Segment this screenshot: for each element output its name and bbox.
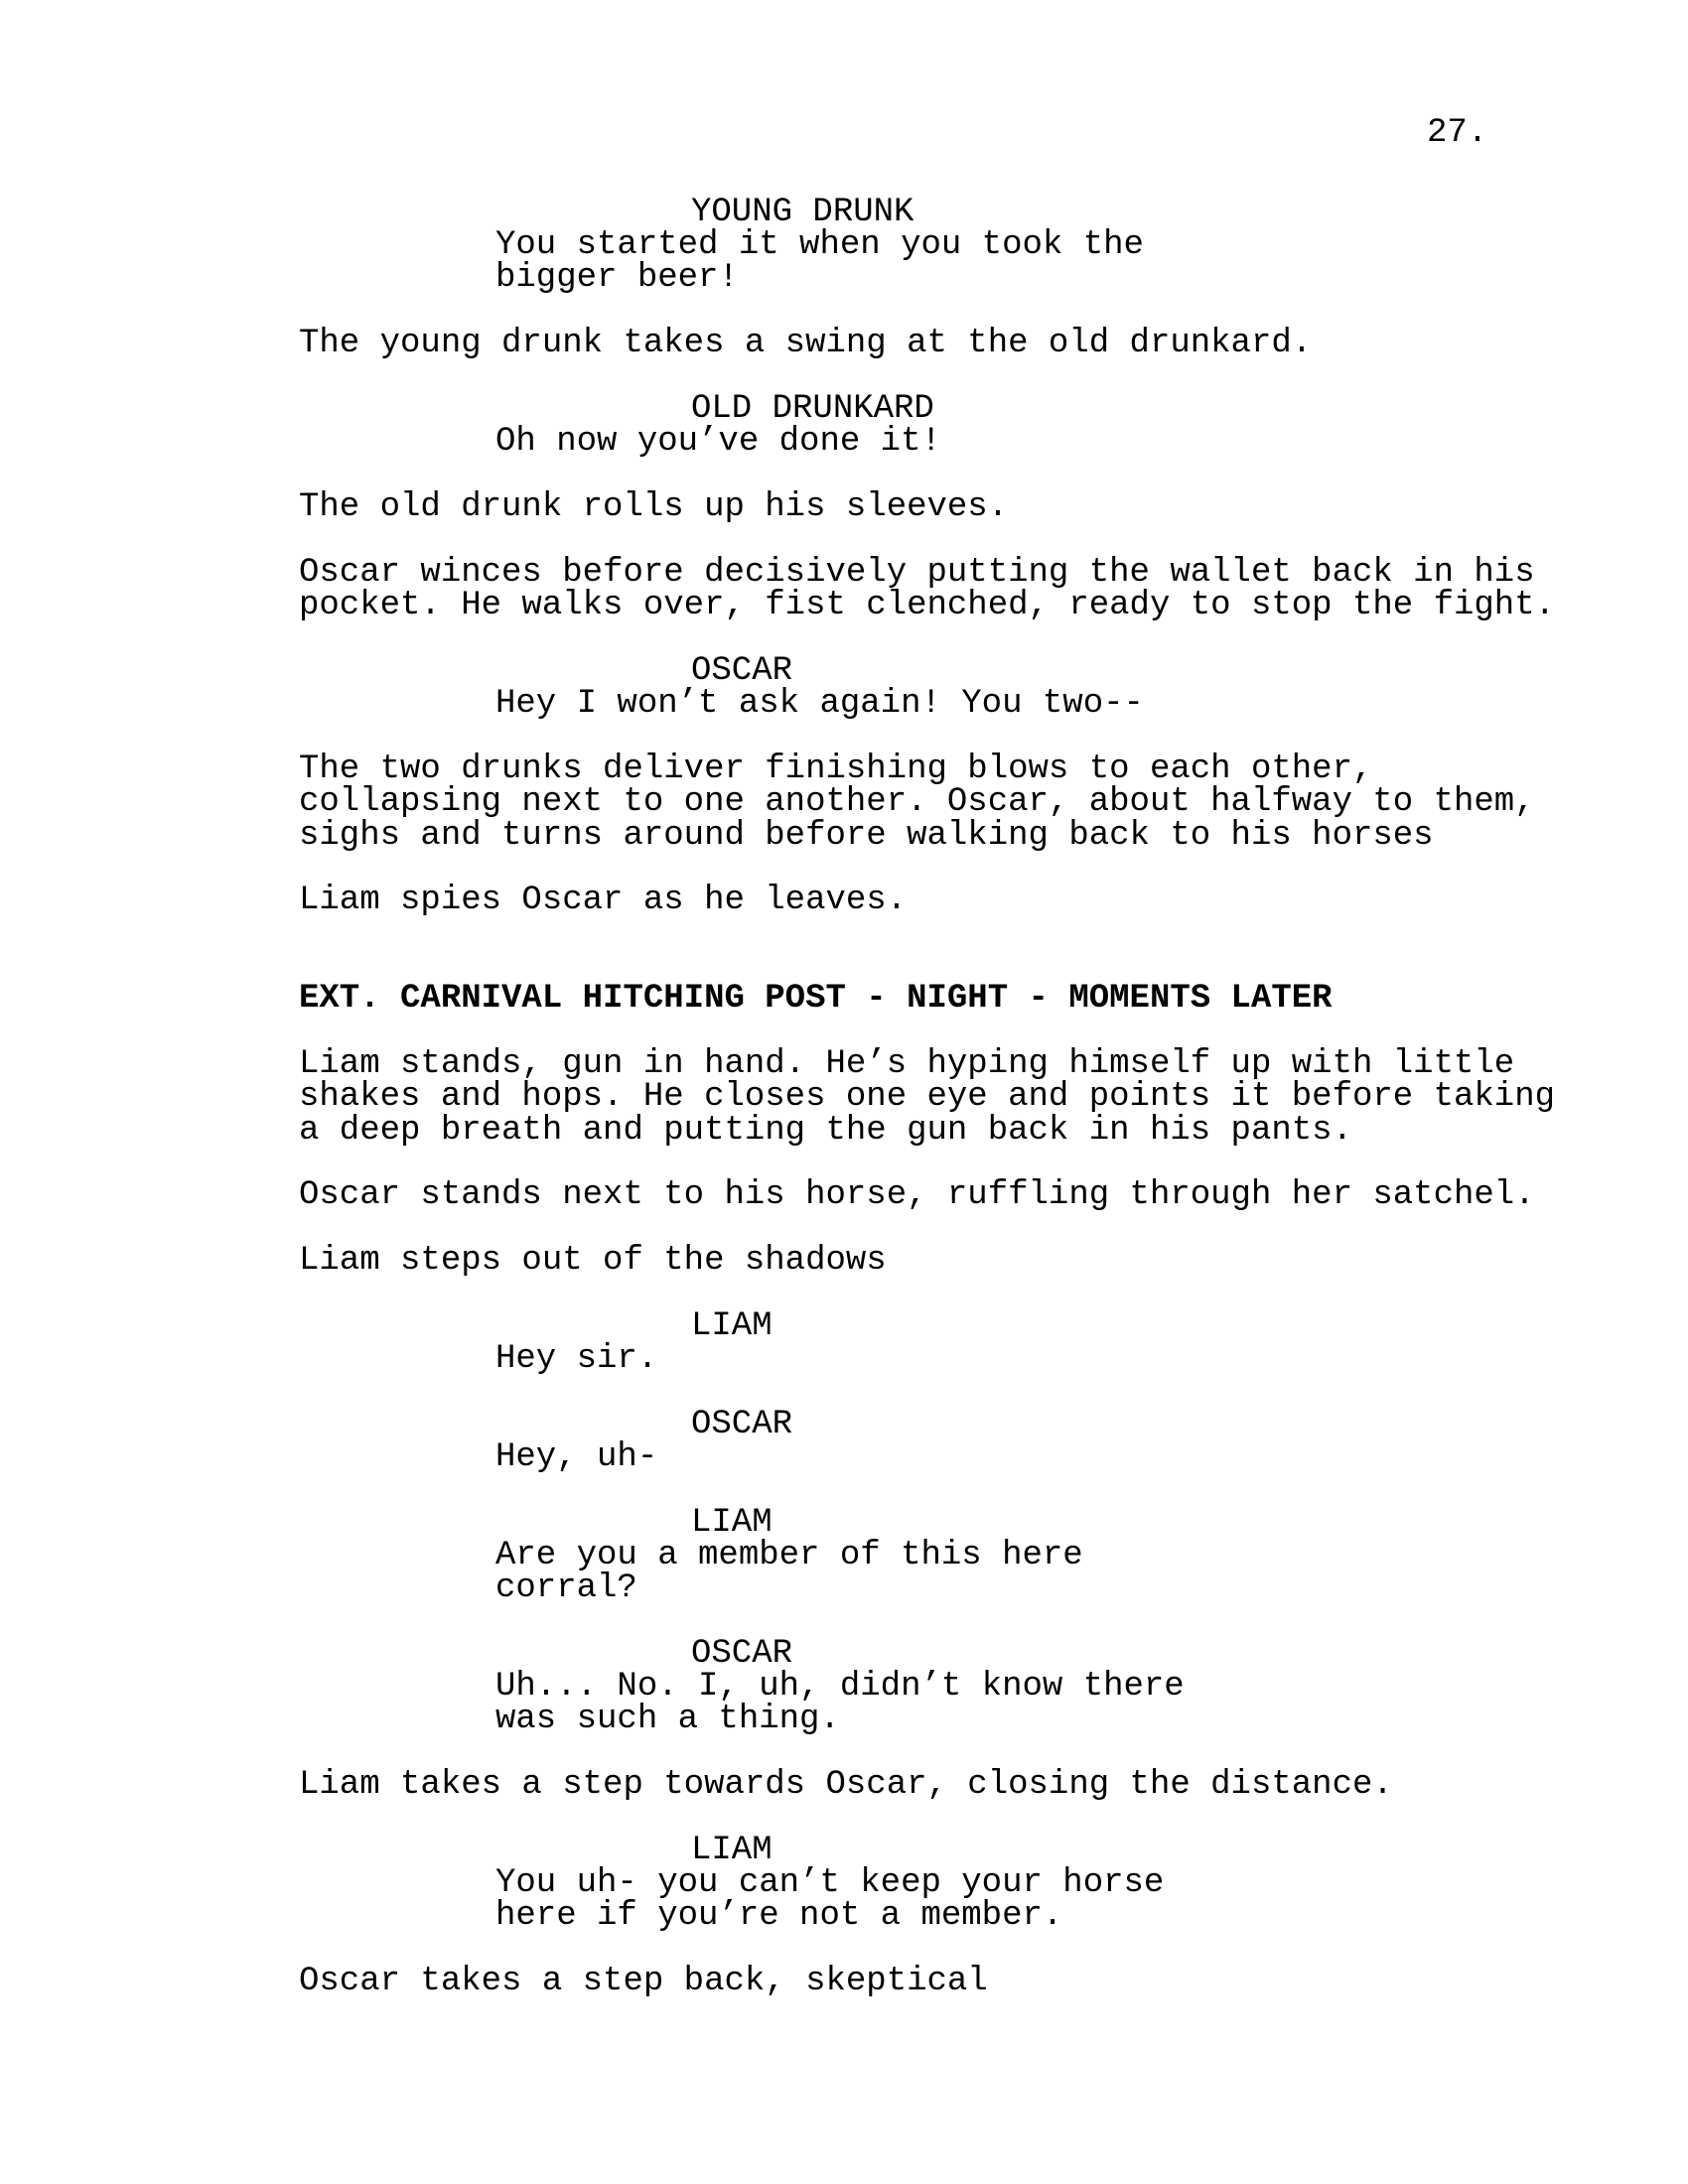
character-cue: OSCAR (691, 652, 793, 690)
page-number: 27. (1427, 114, 1488, 152)
action-line: Liam stands, gun in hand. He’s hyping himself up with little shakes and hops. He closes one eye and points it before taking a deep breath and putting the gun back in his pants. (299, 1045, 1556, 1150)
character-cue: OSCAR (691, 1406, 793, 1443)
dialogue: Oh now you’ve done it! (495, 423, 941, 461)
dialogue: Hey, uh- (495, 1438, 658, 1476)
character-cue: OLD DRUNKARD (691, 390, 934, 428)
dialogue: Are you a member of this here corral? (495, 1537, 1083, 1608)
character-cue: OSCAR (691, 1635, 793, 1673)
action-line: The young drunk takes a swing at the old drunkard. (299, 325, 1313, 362)
action-line: Liam steps out of the shadows (299, 1242, 887, 1280)
scene-heading: EXT. CARNIVAL HITCHING POST - NIGHT - MOMENTS LATER (299, 980, 1333, 1018)
action-line: Oscar winces before decisively putting the wallet back in his pocket. He walks over, fist clenched, ready to stop the fight. (299, 554, 1556, 625)
action-line: Liam spies Oscar as he leaves. (299, 882, 908, 919)
action-line: Liam takes a step towards Oscar, closing the distance. (299, 1766, 1393, 1804)
dialogue: You started it when you took the bigger beer! (495, 226, 1144, 298)
dialogue: Hey sir. (495, 1340, 658, 1378)
action-line: The old drunk rolls up his sleeves. (299, 488, 1009, 526)
character-cue: LIAM (691, 1504, 773, 1542)
action-line: Oscar takes a step back, skeptical (299, 1963, 988, 2000)
dialogue: You uh- you can’t keep your horse here if you’re not a member. (495, 1864, 1165, 1936)
character-cue: YOUNG DRUNK (691, 194, 914, 231)
action-line: The two drunks deliver finishing blows to each other, collapsing next to one another. Oscar, about halfway to them, sighs and turns around before walking back to his horses (299, 751, 1535, 855)
character-cue: LIAM (691, 1832, 773, 1869)
character-cue: LIAM (691, 1307, 773, 1345)
action-line: Oscar stands next to his horse, ruffling through her satchel. (299, 1176, 1535, 1214)
dialogue: Hey I won’t ask again! You two-- (495, 685, 1144, 723)
dialogue: Uh... No. I, uh, didn’t know there was such a thing. (495, 1668, 1185, 1739)
